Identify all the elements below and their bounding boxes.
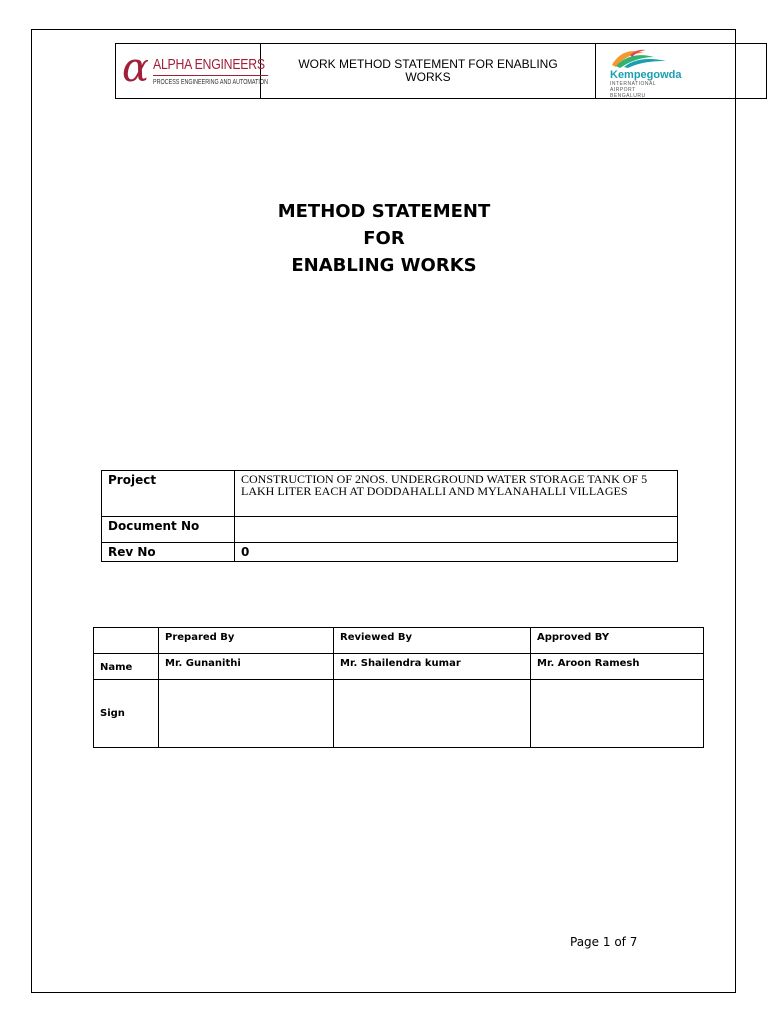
title-line: ENABLING WORKS <box>291 255 477 276</box>
header-title: WORK METHOD STATEMENT FOR ENABLING WORKS <box>261 44 596 98</box>
alpha-logo-icon: α <box>122 45 150 91</box>
airport-logo-name: Kempegowda <box>610 69 682 81</box>
project-label: Project <box>102 471 235 517</box>
project-info-table <box>101 470 678 562</box>
document-title <box>0 198 768 279</box>
name-label: Name <box>94 654 159 680</box>
kempegowda-airport-logo <box>596 44 766 98</box>
document-no-label: Document No <box>102 517 235 543</box>
airport-swoosh-icon <box>610 47 670 69</box>
airport-logo-sub: INTERNATIONAL <box>610 81 657 87</box>
approval-header-blank <box>94 628 159 654</box>
alpha-engineers-logo <box>116 44 269 98</box>
table-row <box>102 543 678 562</box>
table-row <box>102 517 678 543</box>
title-line: FOR <box>363 228 405 249</box>
approved-by-header: Approved BY <box>531 628 704 654</box>
project-value: CONSTRUCTION OF 2NOS. UNDERGROUND WATER STORAGE TANK OF 5 LAKH LITER EACH AT DODDAHALLI AND MYLANAHALLI VILLAGES <box>235 471 678 517</box>
airport-logo-sub: AIRPORT <box>610 87 636 93</box>
alpha-logo-name: ALPHA ENGINEERS <box>153 55 265 73</box>
reviewed-by-header: Reviewed By <box>334 628 531 654</box>
reviewed-by-sign <box>334 680 531 748</box>
table-row <box>94 654 704 680</box>
sign-label: Sign <box>94 680 159 748</box>
prepared-by-header: Prepared By <box>159 628 334 654</box>
rev-no-value: 0 <box>235 543 678 562</box>
rev-no-label: Rev No <box>102 543 235 562</box>
approved-by-sign <box>531 680 704 748</box>
page-number: Page 1 of 7 <box>570 935 638 949</box>
airport-logo-sub: BENGALURU <box>610 93 646 99</box>
document-no-value <box>235 517 678 543</box>
approved-by-name: Mr. Aroon Ramesh <box>531 654 704 680</box>
table-row <box>94 680 704 748</box>
document-header <box>115 43 767 99</box>
prepared-by-name: Mr. Gunanithi <box>159 654 334 680</box>
alpha-logo-tagline: PROCESS ENGINEERING AND AUTOMATION <box>153 76 269 86</box>
reviewed-by-name: Mr. Shailendra kumar <box>334 654 531 680</box>
table-row <box>102 471 678 517</box>
title-line: METHOD STATEMENT <box>277 201 491 222</box>
prepared-by-sign <box>159 680 334 748</box>
approval-table <box>93 627 704 748</box>
table-row <box>94 628 704 654</box>
